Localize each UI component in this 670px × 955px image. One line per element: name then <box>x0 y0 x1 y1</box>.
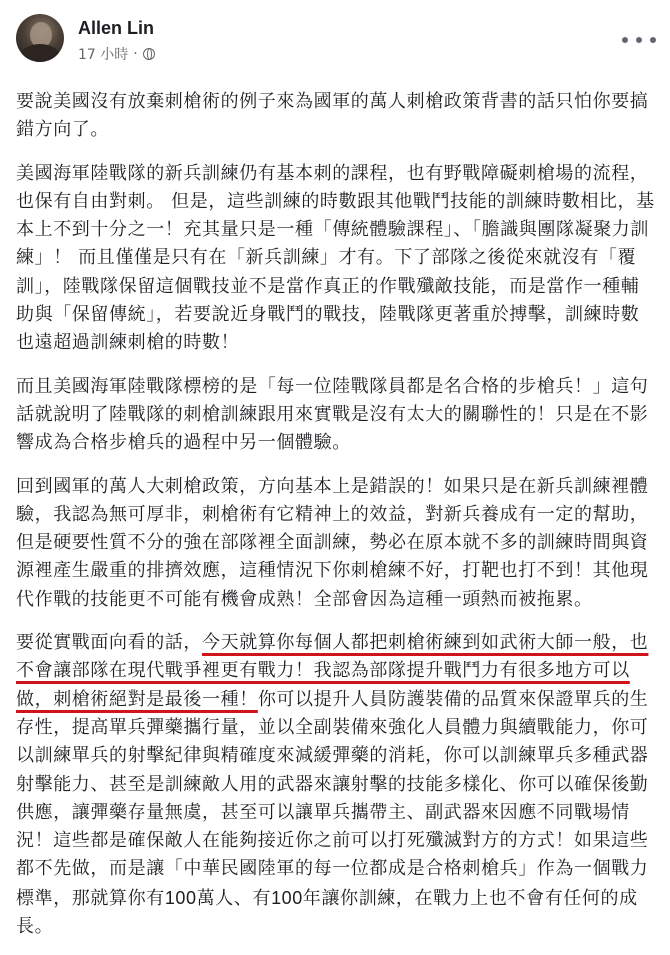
number-100-people: 100 <box>164 887 197 908</box>
number-100-years: 100 <box>271 887 303 908</box>
post-header <box>16 14 656 66</box>
paragraph-body-2: 萬人、有 <box>196 887 272 909</box>
more-dot-3 <box>650 37 656 43</box>
post-paragraph-2: 美國海軍陸戰隊的新兵訓練仍有基本刺的課程，也有野戰障礙刺槍場的流程，也保有自由對刺。 但是，這些訓練的時數跟其他戰鬥技能的訓練時數相比，基本上不到十分之一！充其量只是一種「傳統體驗課程」、「膽識與團隊凝聚力訓練」！ 而且僅僅是只有在「新兵訓練」才有。下了部隊之後從來就沒有「覆訓」，陸戰隊保留這個戰技並不是當作真正的作戰殲敵技能，而是當作一種輔助與「保留傳統」，若要說近身戰鬥的戰技，陸戰隊更著重於搏擊，訓練時數也遠超過訓練刺槍的時數！ <box>16 162 655 354</box>
post-paragraph-3: 而且美國海軍陸戰隊標榜的是「每一位陸戰隊員都是名合格的步槍兵！」這句話就說明了陸戰隊的刺槍訓練跟用來實戰是沒有太大的關聯性的！只是在不影響成為合格步槍兵的過程中另一個體驗。 <box>16 375 649 454</box>
post-paragraph-4: 回到國軍的萬人大刺槍政策，方向基本上是錯誤的！如果只是在新兵訓練裡體驗，我認為無可厚非，刺槍術有它精神上的效益，對新兵養成有一定的幫助，但是硬要性質不分的強在部隊裡全面訓練，勢必在原本就不多的訓練時間與資源裡產生嚴重的排擠效應，這種情況下你刺槍練不好，打靶也打不到！其他現代作戰的技能更不可能有機會成熟！全部會因為這種一頭熱而被拖累。 <box>16 475 649 610</box>
post-paragraph-1: 要說美國沒有放棄刺槍術的例子來為國軍的萬人刺槍政策背書的話只怕你要搞錯方向了。 <box>16 91 649 141</box>
post-paragraph-5 <box>16 629 656 941</box>
post-time[interactable]: 17 小時 <box>78 47 129 63</box>
meta-separator: · <box>133 46 138 62</box>
post-body <box>16 88 656 955</box>
author-avatar[interactable] <box>16 14 64 62</box>
paragraph-body: 你可以提升人員防護裝備的品質來保證單兵的生存性，提高單兵彈藥攜行量，並以全副裝備來強化人員體力與續戰能力，你可以訓練單兵的射擊紀律與精確度來減緩彈藥的消耗，你可以訓練單兵多種武器射擊能力、甚至是訓練敵人用的武器來讓射擊的技能多樣化、你可以確保後勤供應，讓彈藥存量無虞，甚至可以讓單兵攜帶主、副武器來因應不同戰場情況！這些都是確保敵人在能夠接近你之前可以打死殲滅對方的方式！如果這些都不先做，而是讓「中華民國陸軍的每一位都成是合格刺槍兵」作為一個戰力標準，那就算你有 <box>16 688 649 909</box>
avatar-body <box>20 44 60 62</box>
paragraph-lead: 要從實戰面向看的話， <box>16 632 202 654</box>
paragraph-end: 年讓你訓練，在戰力上也不會有任何的成長。 <box>16 887 638 938</box>
author-name[interactable]: Allen Lin <box>78 18 154 38</box>
more-options-icon[interactable] <box>622 30 656 50</box>
highlighted-text: 今天就算你每個人都把刺槍術練到如武術大師一般，也不會讓部隊在現代戰爭裡更有戰力！我認為部隊提升戰鬥力有很多地方可以做，刺槍術絕對是最後一種！ <box>16 632 649 710</box>
post-meta <box>78 44 155 64</box>
globe-icon[interactable] <box>143 48 155 60</box>
more-dot-1 <box>622 37 628 43</box>
more-dot-2 <box>636 37 642 43</box>
